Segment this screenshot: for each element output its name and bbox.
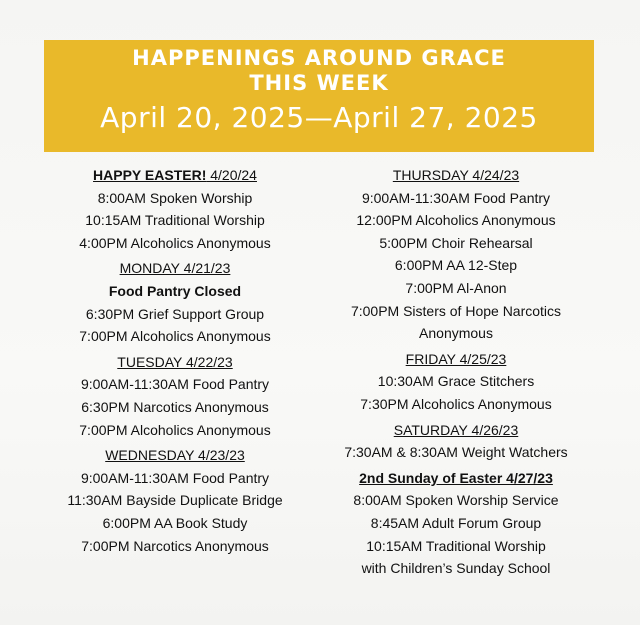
section-heading: SATURDAY 4/26/23 [393, 421, 519, 438]
schedule-item: 7:00PM Sisters of Hope Narcotics [350, 302, 562, 319]
section-heading: MONDAY 4/21/23 [119, 260, 231, 277]
section-second-sunday [318, 467, 594, 580]
schedule-item: 8:00AM Spoken Worship Service [353, 492, 559, 509]
schedule-item: 8:45AM Adult Forum Group [370, 514, 542, 531]
schedule-item: 6:30PM Grief Support Group [85, 305, 265, 322]
schedule-item: 9:00AM-11:30AM Food Pantry [361, 189, 551, 206]
section-heading: 2nd Sunday of Easter 4/27/23 [359, 469, 553, 486]
section-easter [44, 164, 306, 254]
schedule-item: 10:30AM Grace Stitchers [377, 373, 535, 390]
schedule-item: 10:15AM Traditional Worship [85, 212, 265, 229]
section-wednesday [44, 444, 306, 557]
schedule-item: 6:00PM AA Book Study [102, 514, 248, 531]
header-banner [44, 40, 594, 152]
section-friday [318, 348, 594, 416]
section-thursday [318, 164, 594, 345]
section-monday [44, 257, 306, 347]
schedule-item: 4:00PM Alcoholics Anonymous [79, 234, 271, 251]
schedule-right-column [318, 164, 594, 583]
schedule-item: 11:30AM Bayside Duplicate Bridge [67, 492, 283, 509]
banner-title-line-2: THIS WEEK [249, 71, 389, 95]
schedule-item: 7:00PM Alcoholics Anonymous [79, 328, 271, 345]
schedule-item: 12:00PM Alcoholics Anonymous [356, 212, 556, 229]
section-tuesday [44, 351, 306, 441]
heading-bold-text: HAPPY EASTER! [93, 167, 207, 183]
section-heading [44, 164, 306, 187]
schedule-item: 6:00PM AA 12-Step [394, 257, 518, 274]
section-heading: TUESDAY 4/22/23 [117, 353, 233, 370]
schedule-item: 6:30PM Narcotics Anonymous [81, 398, 269, 415]
schedule-item: 7:30AM & 8:30AM Weight Watchers [344, 444, 568, 461]
section-heading: THURSDAY 4/24/23 [392, 167, 520, 183]
section-heading: WEDNESDAY 4/23/23 [105, 447, 245, 464]
schedule-item: 7:00PM Al-Anon [405, 279, 507, 296]
schedule-notice: Food Pantry Closed [108, 282, 242, 299]
banner-title-line-1: HAPPENINGS AROUND GRACE [132, 46, 506, 70]
schedule-item: 9:00AM-11:30AM Food Pantry [80, 376, 270, 393]
banner-date-range: April 20, 2025—April 27, 2025 [100, 101, 538, 134]
section-saturday [318, 419, 594, 464]
schedule-item: 5:00PM Choir Rehearsal [379, 234, 533, 251]
schedule-item: 10:15AM Traditional Worship [366, 537, 546, 554]
schedule-item: 7:00PM Narcotics Anonymous [81, 537, 269, 554]
schedule-item: with Children’s Sunday School [361, 560, 551, 577]
schedule-item: 8:00AM Spoken Worship [97, 189, 253, 206]
schedule-item: 7:00PM Alcoholics Anonymous [79, 421, 271, 438]
schedule-item: Anonymous [419, 325, 493, 342]
heading-date-text: 4/20/24 [206, 167, 257, 183]
schedule-item: 7:30PM Alcoholics Anonymous [360, 395, 552, 412]
schedule-item: 9:00AM-11:30AM Food Pantry [80, 469, 270, 486]
section-heading: FRIDAY 4/25/23 [405, 350, 507, 367]
schedule-left-column [44, 164, 306, 560]
